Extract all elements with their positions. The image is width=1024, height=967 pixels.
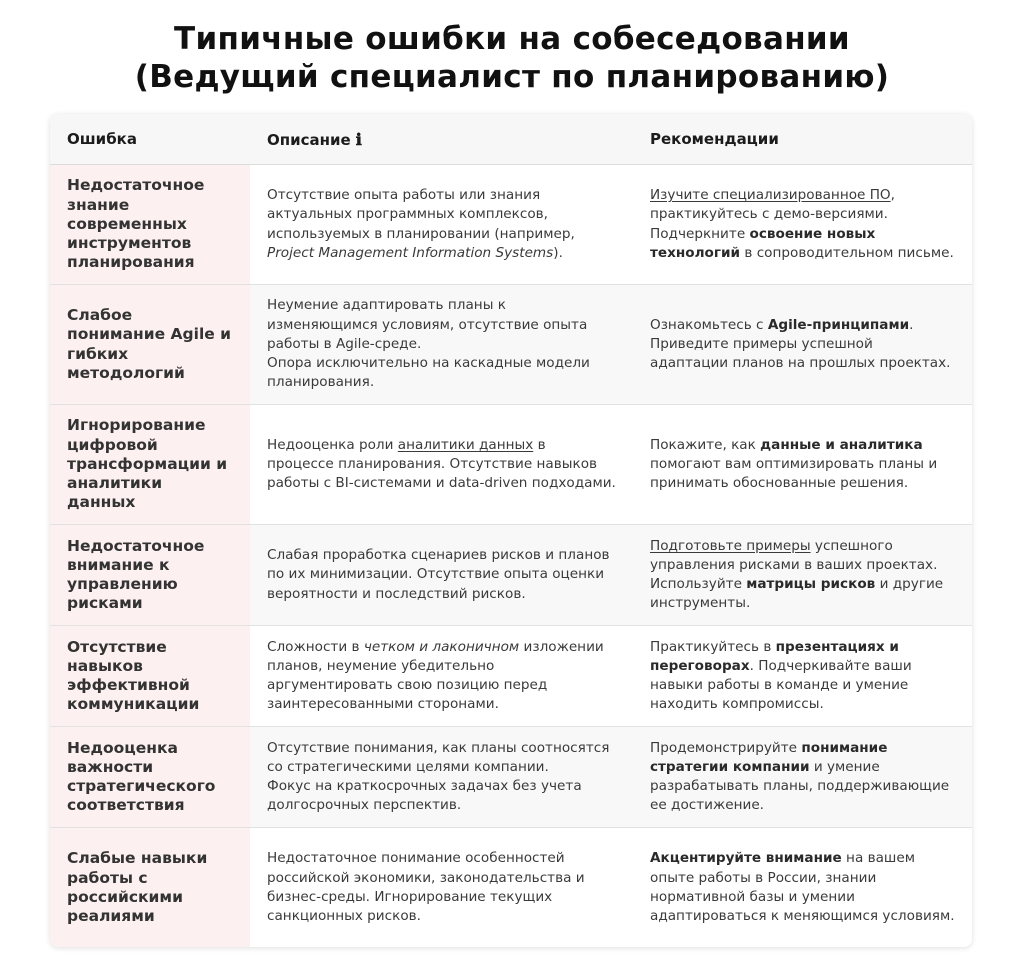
description-cell: Недооценка роли аналитики данных в процессе планирования. Отсутствие навыков работы с BI-системами и data-driven подходами. — [250, 405, 633, 525]
header-error: Ошибка — [50, 114, 250, 165]
emphasis-text: Project Management Information Systems — [267, 244, 554, 261]
recommendation-cell: Покажите, как данные и аналитика помогают вам оптимизировать планы и принимать обоснованные решения. — [633, 405, 972, 525]
emphasis-text: четком и лаконичном — [363, 638, 520, 655]
table-header-row — [50, 114, 972, 165]
underlined-link[interactable]: аналитики данных — [397, 436, 534, 453]
bold-text: освоение новых технологий — [650, 225, 876, 261]
header-recommendations: Рекомендации — [633, 114, 972, 165]
description-cell: Недостаточное понимание особенностей российской экономики, законодательства и бизнес-среды. Игнорирование текущих санкционных рисков. — [267, 850, 585, 924]
error-cell: Отсутствие навыков эффективной коммуникации — [50, 626, 250, 727]
table-row — [50, 405, 972, 525]
info-icon[interactable]: ℹ — [355, 129, 362, 149]
recommendation-cell: Практикуйтесь в презентациях и переговорах. Подчеркивайте ваши навыки работы в команде и умение находить компромиссы. — [633, 626, 972, 727]
bold-text: матрицы рисков — [746, 576, 876, 592]
mistakes-table — [50, 114, 972, 947]
description-cell: Отсутствие опыта работы или знания актуальных программных комплексов, используемых в планировании (например, Project Management Information Systems). — [250, 165, 633, 285]
error-cell: Недооценка важности стратегического соответствия — [50, 727, 250, 828]
table-row — [50, 727, 972, 828]
bold-text: презентациях и переговорах — [650, 638, 899, 674]
underlined-link[interactable]: Изучите специализированное ПО — [650, 187, 891, 204]
error-cell: Игнорирование цифровой трансформации и аналитики данных — [50, 405, 250, 525]
bold-text: понимание стратегии компании — [650, 739, 888, 775]
description-cell: Сложности в четком и лаконичном изложении планов, неумение убедительно аргументировать свою позицию перед заинтересованными сторонами. — [250, 626, 633, 727]
page-title-line-2: (Ведущий специалист по планированию) — [134, 59, 890, 95]
recommendation-cell: Изучите специализированное ПО, практикуйтесь с демо-версиями. Подчеркните освоение новых технологий в сопроводительном письме. — [633, 165, 972, 285]
table-row — [50, 165, 972, 285]
bold-text: Акцентируйте внимание — [650, 850, 842, 867]
recommendation-cell: Продемонстрируйте понимание стратегии компании и умение разрабатывать планы, поддерживающие ее достижение. — [633, 727, 972, 828]
page-title — [0, 20, 1024, 96]
table-row — [50, 525, 972, 626]
error-cell: Слабые навыки работы с российскими реалиями — [50, 828, 250, 948]
table-row — [50, 626, 972, 727]
description-cell: Слабая проработка сценариев рисков и планов по их минимизации. Отсутствие опыта оценки вероятности и последствий рисков. — [250, 525, 633, 626]
page-title-line-1: Типичные ошибки на собеседовании — [174, 21, 850, 57]
bold-text: данные и аналитика — [760, 436, 923, 453]
table-row — [50, 828, 972, 948]
error-cell: Слабое понимание Agile и гибких методологий — [50, 285, 250, 405]
recommendation-cell: Ознакомьтесь с Agile-принципами. Приведите примеры успешной адаптации планов на прошлых проектах. — [633, 285, 972, 405]
error-cell: Недостаточное знание современных инструментов планирования — [50, 165, 250, 285]
header-description: Описание ℹ — [250, 114, 633, 165]
recommendation-cell: Подготовьте примеры успешного управления рисками в ваших проектах. Используйте матрицы рисков и другие инструменты. — [633, 525, 972, 626]
bold-text: Agile-принципами — [767, 316, 910, 333]
description-cell: Отсутствие понимания, как планы соотносятся со стратегическими целями компании. Фокус на краткосрочных задачах без учета долгосрочных перспектив. — [250, 727, 633, 828]
error-cell: Недостаточное внимание к управлению рисками — [50, 525, 250, 626]
underlined-link[interactable]: Подготовьте примеры — [650, 537, 811, 554]
table-row — [50, 285, 972, 405]
description-cell: Неумение адаптировать планы к изменяющимся условиям, отсутствие опыта работы в Agile-среде. Опора исключительно на каскадные модели планирования. — [250, 285, 633, 405]
mistakes-table-card — [50, 114, 972, 947]
recommendation-cell: Акцентируйте внимание на вашем опыте работы в России, знании нормативной базы и умении адаптироваться к меняющимся условиям. — [650, 850, 955, 924]
